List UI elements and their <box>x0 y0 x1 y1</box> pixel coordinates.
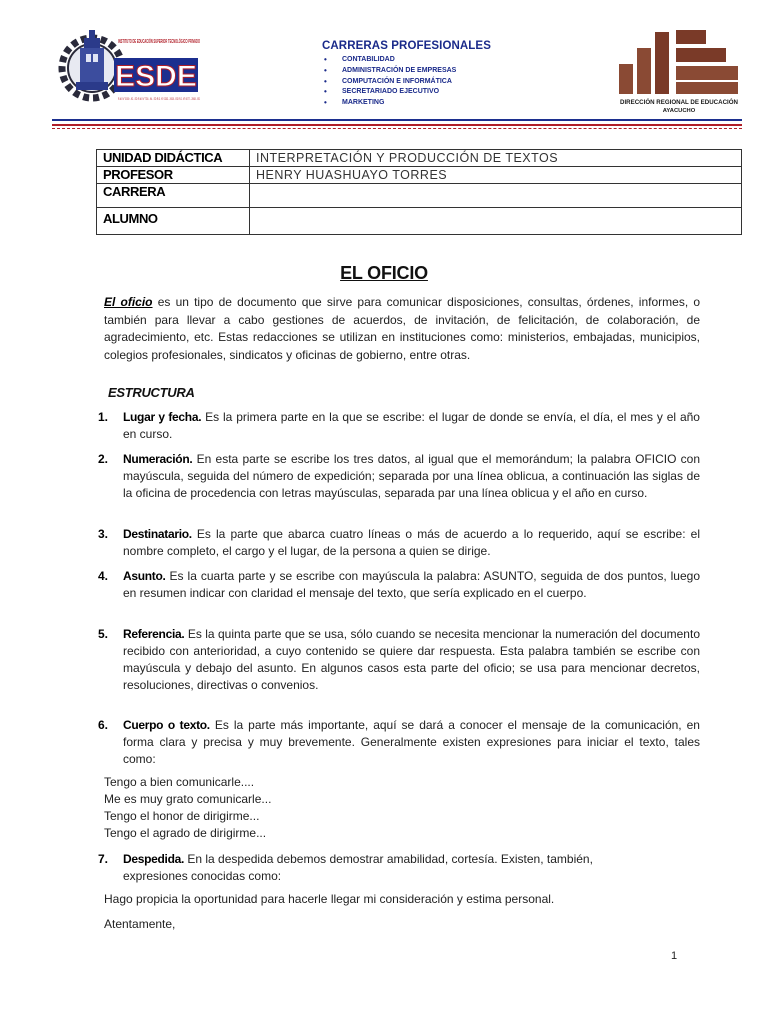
item-term: Cuerpo o texto. <box>123 718 210 732</box>
career-item: • COMPUTACIÓN E INFORMÁTICA <box>322 77 522 88</box>
document-header <box>0 0 768 135</box>
item-term: Referencia. <box>123 627 185 641</box>
item-text: En esta parte se escribe los tres datos, al igual que el memorándum; la palabra OFICIO con mayúscula, seguida del número de expedición; separada por una línea oblicua, a continuación las siglas de la oficina de procedencia con letras mayúsculas, separada par una línea oblicua y el año en curso. <box>123 452 700 500</box>
list-item <box>98 851 628 885</box>
item-term: Despedida. <box>123 852 185 866</box>
career-item: • SECRETARIADO EJECUTIVO <box>322 87 522 98</box>
list-item <box>98 717 700 768</box>
svg-text:ESDE: ESDE <box>115 60 197 93</box>
item-body <box>123 851 628 885</box>
career-item: • ADMINISTRACIÓN DE EMPRESAS <box>322 66 522 77</box>
header-rule-dashed <box>52 128 742 129</box>
intro-lead: El oficio <box>104 295 153 309</box>
signoff: Atentamente, <box>104 917 176 931</box>
phrase-line: Tengo el agrado de dirigirme... <box>104 826 267 840</box>
item-number: 6. <box>98 718 109 732</box>
item-text: Es la parte que abarca cuatro líneas o más de acuerdo a lo requerido, aquí se escribe: el nombre completo, el cargo y el lugar, de la persona a quien se dirige. <box>123 527 700 558</box>
list-item <box>98 409 700 443</box>
item-term: Numeración. <box>123 452 193 466</box>
row-label: ALUMNO <box>97 208 250 235</box>
table-row <box>97 167 742 184</box>
dre-caption-line2: AYACUCHO <box>662 108 696 114</box>
item-number: 5. <box>98 627 109 641</box>
item-number: 1. <box>98 410 109 424</box>
item-text: Es la quinta parte que se usa, sólo cuando se necesita mencionar la numeración del documento recibido con anterioridad, a cuyo contenido se quiere dar respuesta. Esta palabra también se escribe con mayúscula y debajo del asunto. En algunos casos esta parte del oficio; se usa para mencionar decretos, resoluciones, directivas o convenios. <box>123 627 700 692</box>
item-text: Es la primera parte en la que se escribe: el lugar de donde se envía, el día, el mes y el año en curso. <box>123 410 700 441</box>
item-number: 2. <box>98 452 109 466</box>
career-item: • CONTABILIDAD <box>322 55 522 66</box>
phrase-line: Tengo el honor de dirigirme... <box>104 809 260 823</box>
opening-phrases <box>104 774 271 842</box>
section-title: ESTRUCTURA <box>108 385 195 400</box>
item-body <box>123 451 700 502</box>
closing-phrase: Hago propicia la oportunidad para hacerle llegar mi consideración y estima personal. <box>104 892 555 906</box>
row-value: INTERPRETACIÓN Y PRODUCCIÓN DE TEXTOS <box>250 150 742 167</box>
careers-title: CARRERAS PROFESIONALES <box>322 40 491 52</box>
item-text: Es la cuarta parte y se escribe con mayúscula la palabra: ASUNTO, seguida de dos puntos, luego en resumen indicar con claridad el mensaje del texto, que sería explicado en el cuerpo. <box>123 569 700 600</box>
header-rule-navy <box>52 119 742 121</box>
item-text: En la despedida debemos demostrar amabilidad, cortesía. Existen, también, expresiones conocidas como: <box>123 852 593 883</box>
item-term: Lugar y fecha. <box>123 410 202 424</box>
item-term: Destinatario. <box>123 527 192 541</box>
header-rule-red <box>52 124 742 126</box>
item-body <box>123 409 700 443</box>
list-item <box>98 568 700 602</box>
item-body <box>123 526 700 560</box>
table-row <box>97 208 742 235</box>
student-info-table <box>96 149 742 235</box>
item-body <box>123 717 700 768</box>
row-value-field[interactable] <box>250 208 742 235</box>
document-title: EL OFICIO <box>340 263 428 283</box>
item-number: 7. <box>98 852 109 866</box>
row-value-field[interactable] <box>250 184 742 208</box>
row-label: PROFESOR <box>97 167 250 184</box>
list-item <box>98 626 700 694</box>
item-term: Asunto. <box>123 569 166 583</box>
intro-text: es un tipo de documento que sirve para comunicar disposiciones, consultas, órdenes, informes, o también para llevar a cabo gestiones de acuerdos, de invitación, de felicitación, de colaboración, de agradecimiento, etc. Estas redacciones se utilizan en instituciones como: ministerios, embajadas, municipios, colegios profesionales, sindicatos y oficinas de gobierno, entre otras. <box>104 295 701 362</box>
row-label: UNIDAD DIDÁCTICA <box>97 150 250 167</box>
career-item: • MARKETING <box>322 98 522 109</box>
dre-ayacucho-logo <box>614 26 744 118</box>
careers-list <box>322 55 522 109</box>
table-row <box>97 150 742 167</box>
item-number: 4. <box>98 569 109 583</box>
stairs-bars-icon <box>619 30 738 94</box>
item-body <box>123 626 700 694</box>
esde-institute-logo <box>58 22 281 114</box>
list-item <box>98 451 700 502</box>
item-body <box>123 568 700 602</box>
row-value: HENRY HUASHUAYO TORRES <box>250 167 742 184</box>
careers-block <box>322 40 522 109</box>
phrase-line: Tengo a bien comunicarle.... <box>104 775 255 789</box>
page-number: 1 <box>671 950 678 962</box>
dre-caption-line1: DIRECCIÓN REGIONAL DE EDUCACIÓN <box>620 99 739 106</box>
list-item <box>98 526 700 560</box>
phrase-line: Me es muy grato comunicarle... <box>104 792 272 806</box>
institute-caption: INSTITUTO DE EDUCACIÓN SUPERIOR TECNOLÓGICO PRIVADO <box>118 39 281 45</box>
table-row <box>97 184 742 208</box>
item-text: Es la parte más importante, aquí se dará a conocer el mensaje de la comunicación, en forma clara y precisa y muy brevemente. Generalmente existen expresiones para iniciar el texto, tales como: <box>123 718 700 766</box>
intro-paragraph <box>104 294 700 364</box>
institute-fine-print: R.M. N° 0000 - 92 - ED R.M. N° 738 - 94 - ED R.D. N° 0203 - 2008 - ED R.D. N° 0077 - 2008 - ED <box>118 97 201 101</box>
row-label: CARRERA <box>97 184 250 208</box>
esde-wordmark <box>114 58 198 93</box>
item-number: 3. <box>98 527 109 541</box>
